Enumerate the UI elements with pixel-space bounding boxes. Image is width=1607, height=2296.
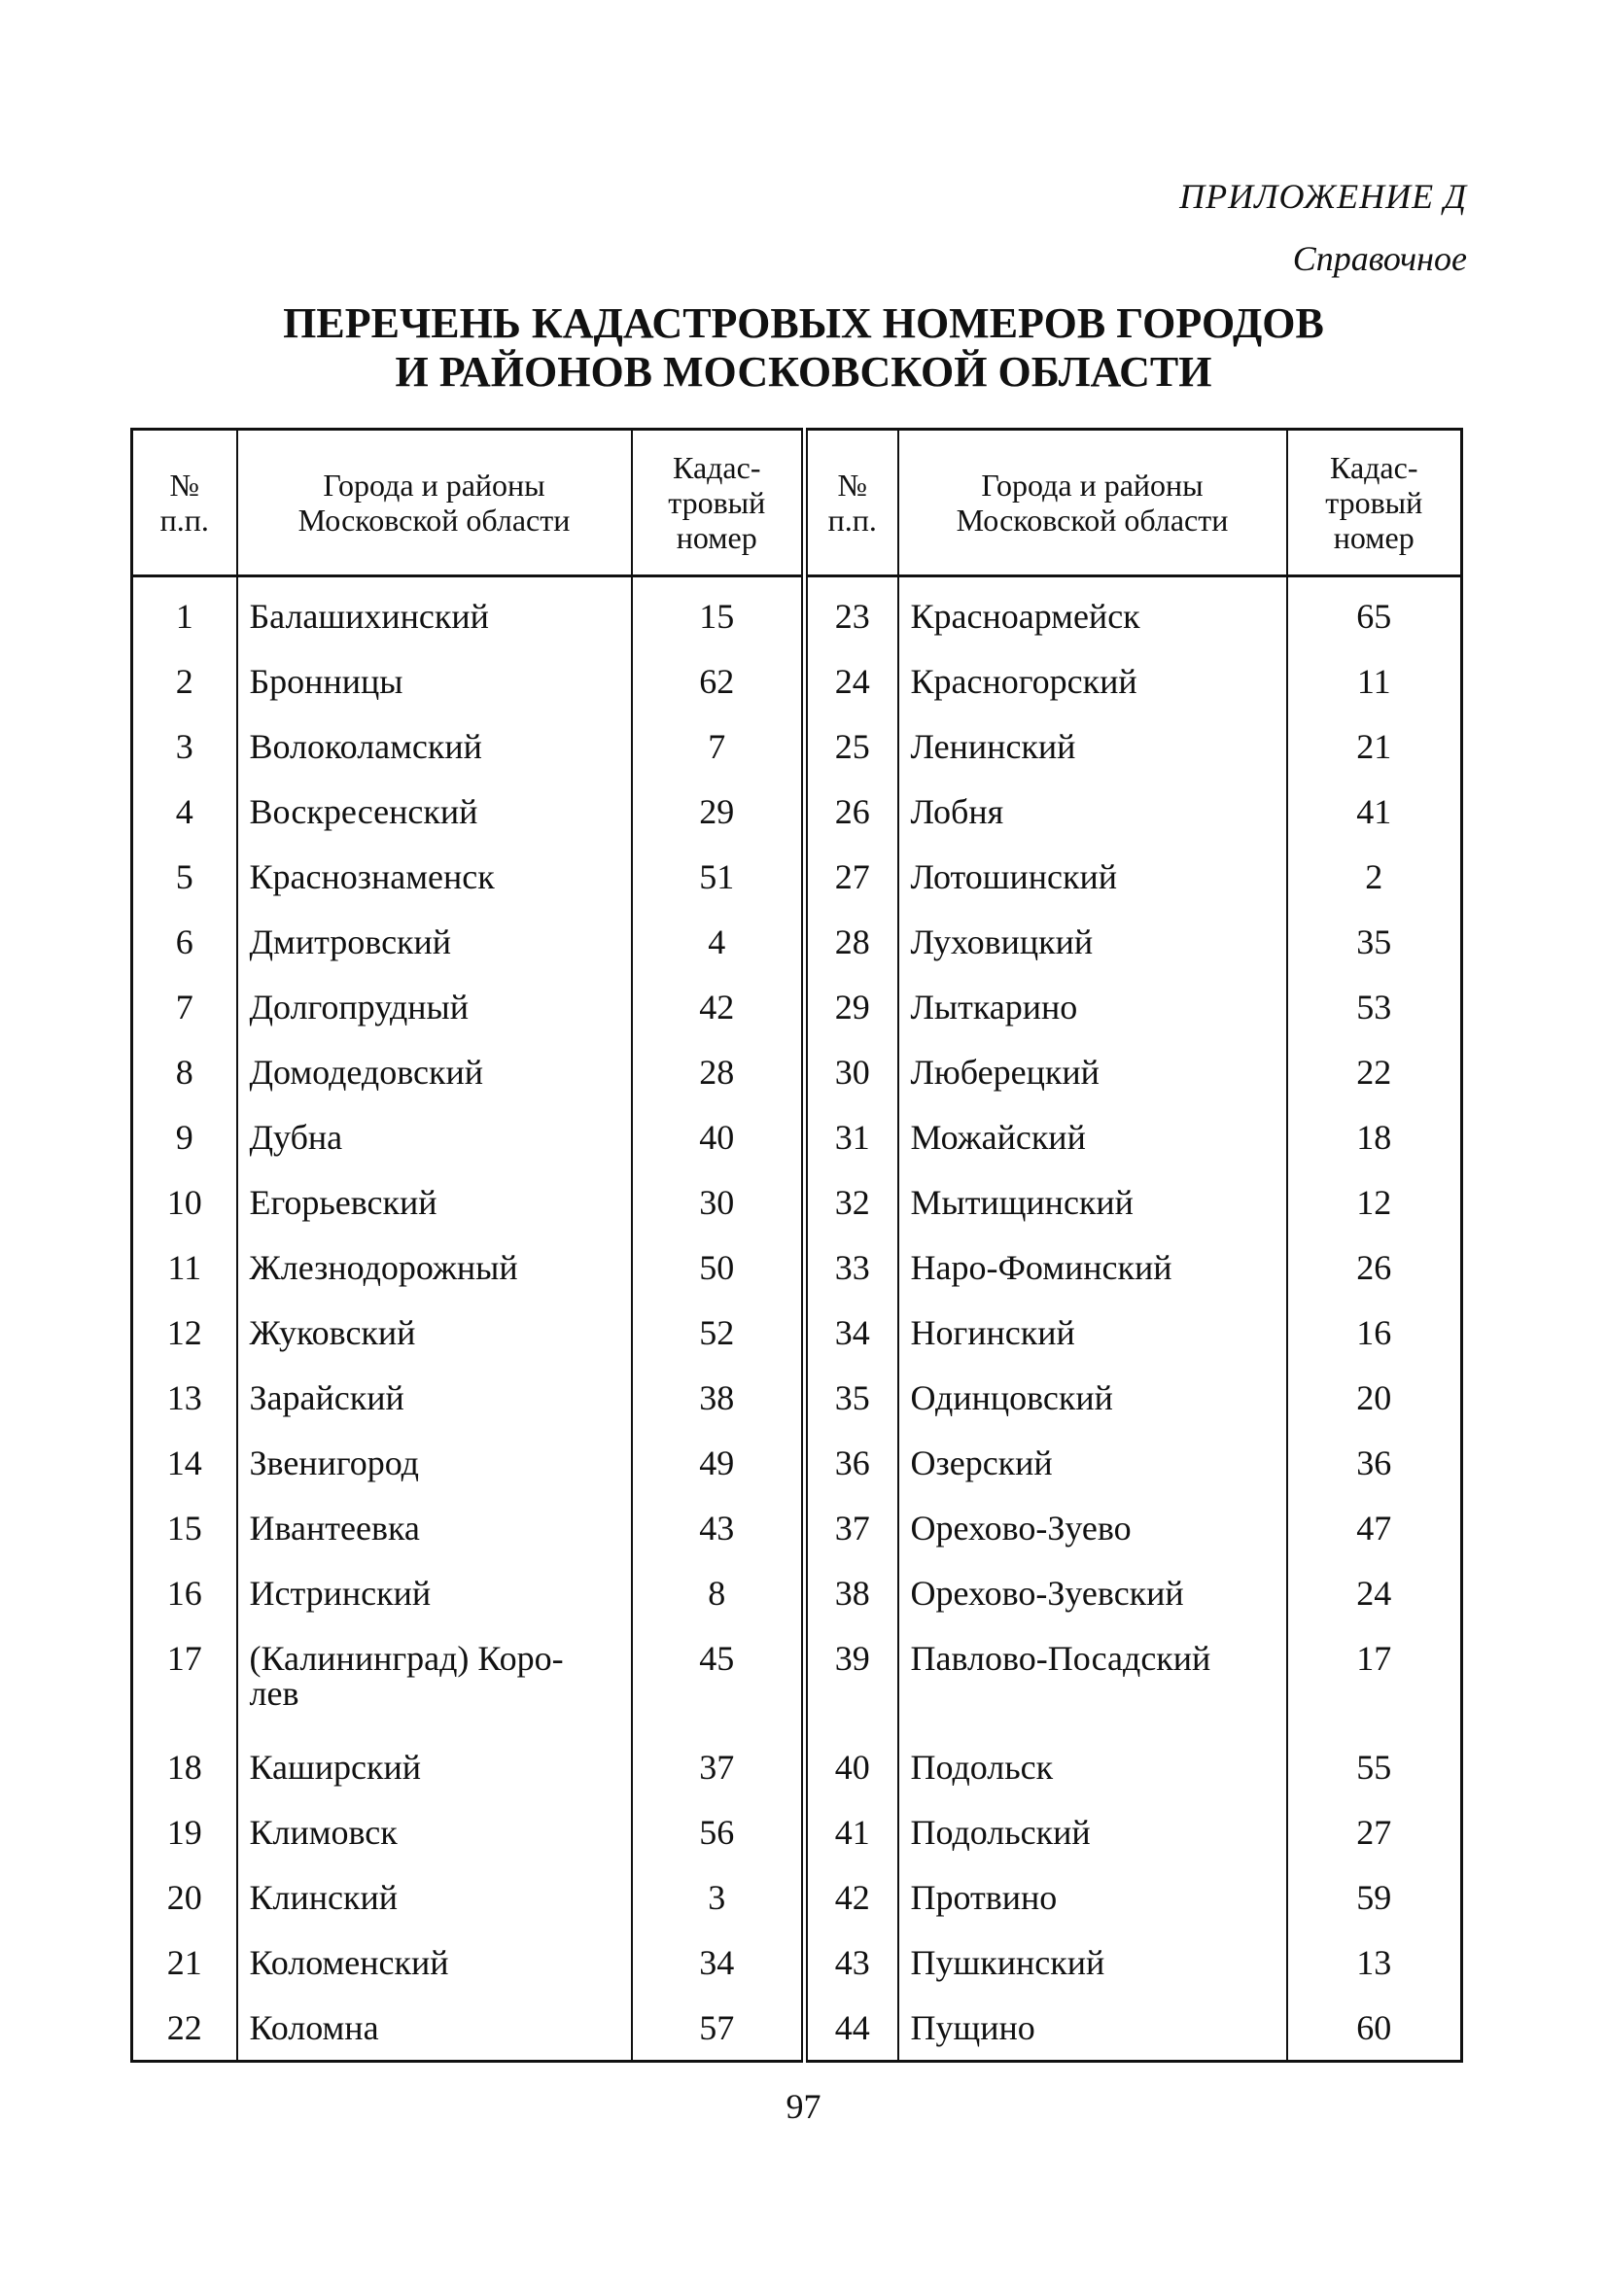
page-title-line-1: ПЕРЕЧЕНЬ КАДАСТРОВЫХ НОМЕРОВ ГОРОДОВ: [283, 299, 1324, 347]
district-name: Домодедовский: [237, 1041, 632, 1106]
district-name: Наро-Фоминский: [898, 1236, 1287, 1302]
row-number: 16: [132, 1562, 237, 1627]
row-number: 4: [132, 781, 237, 846]
row-number: 21: [132, 1931, 237, 1997]
row-number: 13: [132, 1367, 237, 1432]
cadastral-number: 15: [632, 576, 805, 650]
district-name: Волоколамский: [237, 715, 632, 781]
cadastral-number: 37: [632, 1736, 805, 1801]
district-name: Жлезнодорожный: [237, 1236, 632, 1302]
table-row: [132, 1736, 1462, 1801]
row-number: 22: [132, 1997, 237, 2062]
row-number: 10: [132, 1171, 237, 1236]
district-name: Коломенский: [237, 1931, 632, 1997]
cadastral-number: 42: [632, 976, 805, 1041]
cadastral-number: 55: [1287, 1736, 1462, 1801]
district-name: Бронницы: [237, 650, 632, 715]
district-name-line-1: (Калининград) Коро-: [249, 1638, 564, 1678]
header-code-right: Кадас- тровый номер: [1287, 430, 1462, 576]
district-name: Озерский: [898, 1432, 1287, 1497]
row-number: 44: [805, 1997, 898, 2062]
district-name: Коломна: [237, 1997, 632, 2062]
table-row: [132, 846, 1462, 911]
cadastral-number: 29: [632, 781, 805, 846]
cadastral-number: 2: [1287, 846, 1462, 911]
district-name: Клинский: [237, 1866, 632, 1931]
table-row: [132, 576, 1462, 650]
appendix-type: Справочное: [1292, 239, 1467, 278]
table-row: [132, 911, 1462, 976]
cadastral-number: 28: [632, 1041, 805, 1106]
row-number: 3: [132, 715, 237, 781]
row-number: 41: [805, 1801, 898, 1866]
header-num-right: № п.п.: [805, 430, 898, 576]
row-number: 8: [132, 1041, 237, 1106]
row-number: 19: [132, 1801, 237, 1866]
row-number: 43: [805, 1931, 898, 1997]
district-name: Ногинский: [898, 1302, 1287, 1367]
cadastral-number: 20: [1287, 1367, 1462, 1432]
table-body: [132, 576, 1462, 2062]
cadastral-number: 17: [1287, 1627, 1462, 1736]
district-name: Жуковский: [237, 1302, 632, 1367]
district-name: Подольский: [898, 1801, 1287, 1866]
district-name: Зарайский: [237, 1367, 632, 1432]
row-number: 38: [805, 1562, 898, 1627]
cadastral-number: 38: [632, 1367, 805, 1432]
district-name: Каширский: [237, 1736, 632, 1801]
row-number: 36: [805, 1432, 898, 1497]
cadastral-number: 47: [1287, 1497, 1462, 1562]
row-number: 35: [805, 1367, 898, 1432]
row-number: 7: [132, 976, 237, 1041]
district-name: Протвино: [898, 1866, 1287, 1931]
cadastral-number: 12: [1287, 1171, 1462, 1236]
cadastral-number: 21: [1287, 715, 1462, 781]
row-number: 20: [132, 1866, 237, 1931]
row-number: 6: [132, 911, 237, 976]
district-name: Егорьевский: [237, 1171, 632, 1236]
district-name: Люберецкий: [898, 1041, 1287, 1106]
row-number: 37: [805, 1497, 898, 1562]
cadastral-number: 50: [632, 1236, 805, 1302]
table-row: [132, 1106, 1462, 1171]
cadastral-number: 36: [1287, 1432, 1462, 1497]
row-number: 25: [805, 715, 898, 781]
row-number: 30: [805, 1041, 898, 1106]
cadastral-number: 26: [1287, 1236, 1462, 1302]
row-number: 31: [805, 1106, 898, 1171]
district-name: Подольск: [898, 1736, 1287, 1801]
district-name: Пущино: [898, 1997, 1287, 2062]
table-row: [132, 1041, 1462, 1106]
header-num-left: № п.п.: [132, 430, 237, 576]
row-number: 2: [132, 650, 237, 715]
row-number: 29: [805, 976, 898, 1041]
cadastral-number: 27: [1287, 1801, 1462, 1866]
cadastral-number: 56: [632, 1801, 805, 1866]
row-number: 33: [805, 1236, 898, 1302]
district-name: Воскресенский: [237, 781, 632, 846]
district-name: Лыткарино: [898, 976, 1287, 1041]
cadastral-number: 40: [632, 1106, 805, 1171]
cadastral-number: 45: [632, 1627, 805, 1736]
row-number: 27: [805, 846, 898, 911]
table-row: [132, 1801, 1462, 1866]
cadastral-number: 60: [1287, 1997, 1462, 2062]
table-row: [132, 781, 1462, 846]
table-row: [132, 1931, 1462, 1997]
cadastral-number: 41: [1287, 781, 1462, 846]
district-name: Мытищинский: [898, 1171, 1287, 1236]
district-name: Ленинский: [898, 715, 1287, 781]
district-name: Климовск: [237, 1801, 632, 1866]
cadastral-number: 11: [1287, 650, 1462, 715]
district-name: Красноармейск: [898, 576, 1287, 650]
district-name: Павлово-Посадский: [898, 1627, 1287, 1736]
table-row: [132, 1997, 1462, 2062]
header-name-right: Города и районы Московской области: [898, 430, 1287, 576]
row-number: 39: [805, 1627, 898, 1736]
row-number: 11: [132, 1236, 237, 1302]
district-name: Звенигород: [237, 1432, 632, 1497]
cadastral-number: 3: [632, 1866, 805, 1931]
district-name: Истринский: [237, 1562, 632, 1627]
district-name: Лотошинский: [898, 846, 1287, 911]
district-name: Красногорский: [898, 650, 1287, 715]
table-row: [132, 1171, 1462, 1236]
cadastral-number: 34: [632, 1931, 805, 1997]
row-number: 15: [132, 1497, 237, 1562]
cadastral-number: 30: [632, 1171, 805, 1236]
page-title: [0, 299, 1607, 397]
row-number: 17: [132, 1627, 237, 1736]
cadastral-number: 18: [1287, 1106, 1462, 1171]
appendix-label: ПРИЛОЖЕНИЕ Д: [1179, 177, 1467, 216]
district-name: Балашихинский: [237, 576, 632, 650]
row-number: 32: [805, 1171, 898, 1236]
cadastral-number: 22: [1287, 1041, 1462, 1106]
table-row: [132, 715, 1462, 781]
table-row: [132, 1432, 1462, 1497]
district-name: Ивантеевка: [237, 1497, 632, 1562]
cadastral-number: 16: [1287, 1302, 1462, 1367]
row-number: 18: [132, 1736, 237, 1801]
district-name: Долгопрудный: [237, 976, 632, 1041]
district-name: Орехово-Зуевский: [898, 1562, 1287, 1627]
district-name: Орехово-Зуево: [898, 1497, 1287, 1562]
cadastral-number: 65: [1287, 576, 1462, 650]
district-name: Луховицкий: [898, 911, 1287, 976]
cadastral-number: 24: [1287, 1562, 1462, 1627]
cadastral-number: 7: [632, 715, 805, 781]
table-row: [132, 1562, 1462, 1627]
table-row: [132, 650, 1462, 715]
cadastral-number: 51: [632, 846, 805, 911]
district-name: Дубна: [237, 1106, 632, 1171]
page-title-line-2: И РАЙОНОВ МОСКОВСКОЙ ОБЛАСТИ: [395, 348, 1212, 396]
table-header: [132, 430, 1462, 576]
cadastral-number: 57: [632, 1997, 805, 2062]
row-number: 9: [132, 1106, 237, 1171]
table-row: [132, 1236, 1462, 1302]
row-number: 26: [805, 781, 898, 846]
row-number: 14: [132, 1432, 237, 1497]
header-name-left: Города и районы Московской области: [237, 430, 632, 576]
row-number: 12: [132, 1302, 237, 1367]
table-row: [132, 1367, 1462, 1432]
cadastral-number: 35: [1287, 911, 1462, 976]
cadastral-number: 53: [1287, 976, 1462, 1041]
district-name: Дмитровский: [237, 911, 632, 976]
cadastral-number: 52: [632, 1302, 805, 1367]
row-number: 5: [132, 846, 237, 911]
table-row: [132, 976, 1462, 1041]
district-name: Лобня: [898, 781, 1287, 846]
header-row: [132, 430, 1462, 576]
cadastral-number: 43: [632, 1497, 805, 1562]
cadastral-number: 13: [1287, 1931, 1462, 1997]
cadastral-number: 49: [632, 1432, 805, 1497]
district-name: Пушкинский: [898, 1931, 1287, 1997]
cadastral-table-container: [130, 428, 1463, 2063]
cadastral-number: 62: [632, 650, 805, 715]
cadastral-number: 59: [1287, 1866, 1462, 1931]
cadastral-number: 4: [632, 911, 805, 976]
row-number: 23: [805, 576, 898, 650]
page-number: 97: [786, 2087, 821, 2126]
row-number: 28: [805, 911, 898, 976]
cadastral-number: 8: [632, 1562, 805, 1627]
header-code-left: Кадас- тровый номер: [632, 430, 805, 576]
district-name: [237, 1627, 632, 1736]
row-number: 34: [805, 1302, 898, 1367]
table-row: [132, 1497, 1462, 1562]
district-name: Краснознаменск: [237, 846, 632, 911]
table-row: [132, 1627, 1462, 1736]
table-row: [132, 1866, 1462, 1931]
row-number: 40: [805, 1736, 898, 1801]
cadastral-numbers-table: [130, 428, 1463, 2063]
district-name: Можайский: [898, 1106, 1287, 1171]
row-number: 42: [805, 1866, 898, 1931]
row-number: 1: [132, 576, 237, 650]
table-row: [132, 1302, 1462, 1367]
district-name: Одинцовский: [898, 1367, 1287, 1432]
district-name-line-2: лев: [249, 1673, 299, 1713]
row-number: 24: [805, 650, 898, 715]
